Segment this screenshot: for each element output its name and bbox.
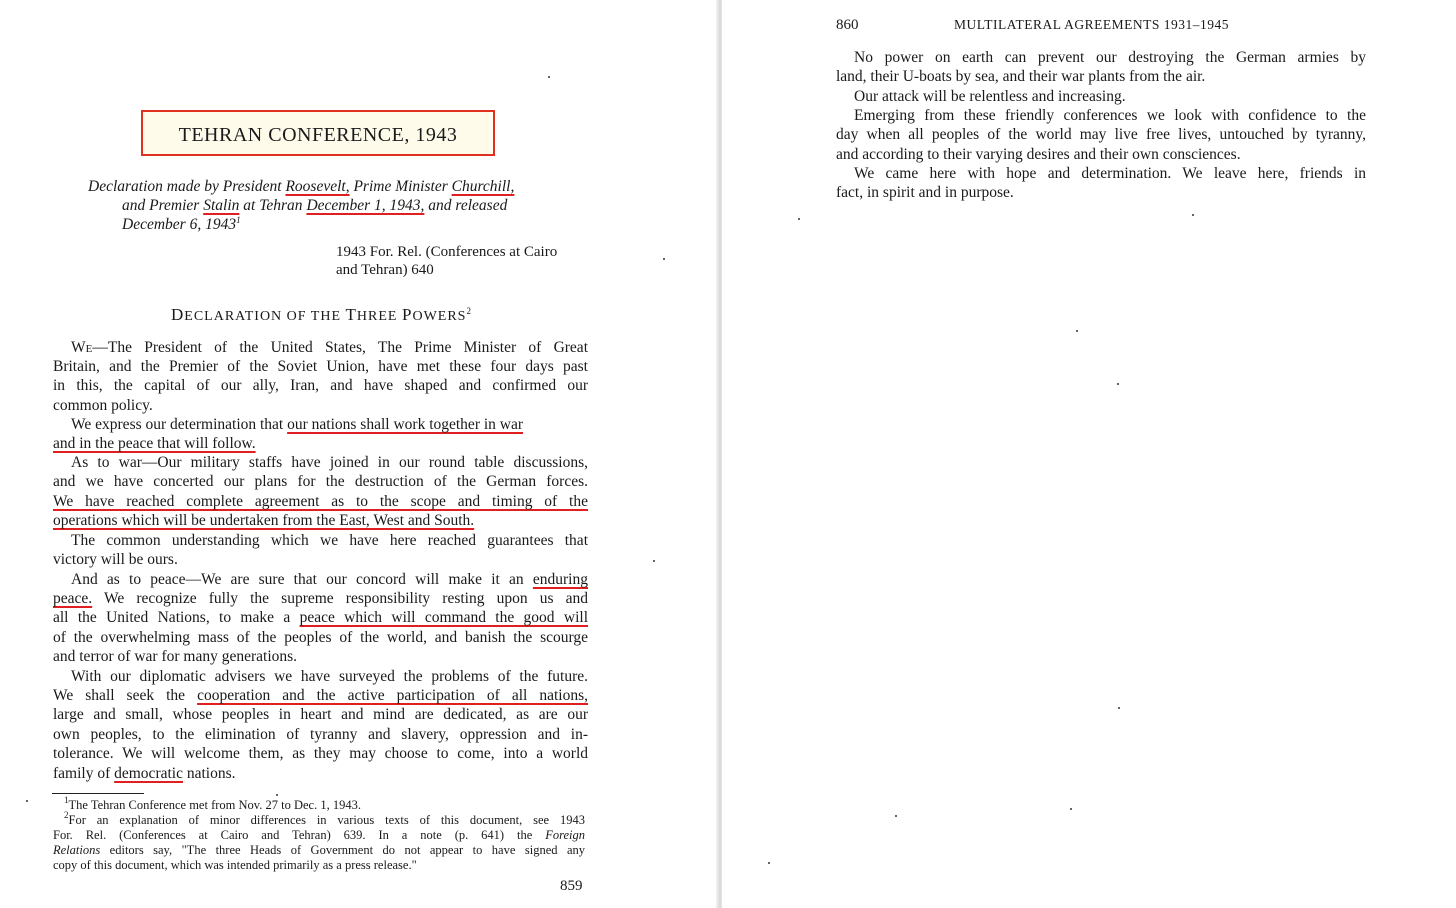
scan-speck [1117, 383, 1119, 385]
para3-line-2: and we have concerted our plans for the destruction of the German forces. [53, 473, 588, 490]
highlighted-word: enduring [532, 571, 588, 588]
release-date: December 6, 1943 [122, 216, 237, 233]
declaration-text: and Premier [122, 197, 204, 214]
footnote-ref-1: 1 [236, 215, 241, 225]
right-line-6: and according to their varying desires and their own consciences. [836, 146, 1241, 163]
footnote-2-line-2 [53, 828, 585, 843]
footnote-text: For. Rel. (Conferences at Cairo and Tehran) 639. In a note (p. 641) the [53, 828, 546, 842]
heading-text: OWERS [412, 309, 467, 324]
running-head: MULTILATERAL AGREEMENTS 1931–1945 [954, 17, 1229, 32]
scan-speck [1118, 707, 1120, 709]
body-text: nations. [182, 765, 236, 782]
heading-initial: P [401, 305, 413, 324]
page-number-859: 859 [560, 878, 583, 894]
footnote-2-line-1 [64, 810, 585, 828]
para5-line-3 [53, 608, 588, 627]
footnote-2-line-4: copy of this document, which was intended primarily as a press release." [53, 858, 417, 872]
para2-line-2 [53, 434, 256, 453]
para5-line-5: and terror of war for many generations. [53, 648, 298, 665]
citation-line-1: 1943 For. Rel. (Conferences at Cairo [336, 244, 558, 260]
para6-line-3: large and small, whose peoples in heart and mind are dedicated, as are our [53, 706, 588, 723]
highlighted-phrase: cooperation and the active participation of all nations, [197, 687, 588, 704]
para3-line-3-highlight: We have reached complete agreement as to the scope and timing of the [53, 493, 588, 510]
body-text: We recognize fully the supreme responsibility resting upon us and [92, 590, 588, 607]
footnote-text: editors say, "The three Heads of Government do not appear to have signed any [100, 843, 585, 857]
declaration-line-3 [122, 215, 241, 234]
para6-line-2 [53, 686, 588, 705]
declaration-text: and released [424, 197, 508, 214]
footnote-number: 2 [64, 810, 69, 820]
footnote-1 [64, 795, 361, 813]
footnote-text: For an explanation of minor differences in various texts of this document, see 1943 [68, 813, 585, 827]
declaration-line-2 [122, 196, 507, 215]
body-text: We shall seek the [53, 687, 198, 704]
body-text: —The President of the United States, The Prime Minister of Great [92, 339, 588, 356]
highlighted-word: peace. [53, 590, 93, 607]
declaration-text: Prime Minister [349, 178, 452, 195]
right-page [722, 0, 1456, 908]
right-line-1: No power on earth can prevent our destroying the German armies by [854, 49, 1366, 66]
scan-speck [26, 800, 28, 802]
scan-speck [276, 794, 278, 796]
scan-speck [895, 815, 897, 817]
roosevelt-name: Roosevelt, [285, 178, 350, 195]
heading-initial: T [345, 305, 357, 324]
para1-line-3: in this, the capital of our ally, Iran, and have shaped and confirmed our [53, 377, 588, 394]
heading-text: ECLARATION OF THE [184, 309, 346, 324]
footnote-2-line-3 [53, 843, 585, 858]
scan-speck [663, 258, 665, 260]
para6-line-6 [53, 764, 236, 783]
declaration-line-1 [88, 177, 514, 196]
scan-speck [653, 560, 655, 562]
para5-line-4: of the overwhelming mass of the peoples of the world, and banish the scourge [53, 629, 588, 646]
we-small-caps: We [71, 339, 93, 356]
highlighted-phrase: peace which will command the good will [299, 609, 588, 626]
right-line-5: day when all peoples of the world may live free lives, untouched by tyranny, [836, 126, 1366, 143]
highlighted-word: democratic [114, 765, 183, 782]
right-line-7: We came here with hope and determination. We leave here, friends in [854, 165, 1366, 182]
scan-speck [1192, 214, 1194, 216]
para3-line-4-highlight: operations which will be undertaken from the East, West and South. [53, 512, 475, 529]
section-heading [171, 305, 472, 326]
para6-line-1: With our diplomatic advisers we have surveyed the problems of the future. [71, 668, 588, 685]
para1-line-2: Britain, and the Premier of the Soviet Union, have met these four days past [53, 358, 588, 375]
declaration-date: December 1, 1943, [306, 197, 425, 214]
footnote-text: The Tehran Conference met from Nov. 27 to Dec. 1, 1943. [68, 798, 361, 812]
stalin-name: Stalin [203, 197, 240, 214]
para3-line-1: As to war—Our military staffs have joined in our round table discussions, [71, 454, 588, 471]
para1-line-4: common policy. [53, 397, 153, 414]
body-text: family of [53, 765, 115, 782]
scan-speck [548, 76, 550, 78]
title-box [141, 110, 495, 156]
para1-line-1 [71, 338, 588, 357]
heading-initial: D [171, 305, 185, 324]
body-text: We express our determination that [71, 416, 288, 433]
scan-speck [798, 218, 800, 220]
citation-line-2: and Tehran) 640 [336, 262, 434, 278]
body-text: And as to peace—We are sure that our concord will make it an [71, 571, 533, 588]
right-line-2: land, their U-boats by sea, and their war plants from the air. [836, 68, 1206, 85]
para4-line-1: The common understanding which we have here reached guarantees that [71, 532, 588, 549]
para5-line-1 [71, 570, 588, 589]
footnote-ref-2: 2 [466, 306, 472, 316]
para6-line-4: own peoples, to the elimination of tyranny and slavery, oppression and in- [53, 726, 588, 743]
right-line-4: Emerging from these friendly conferences we look with confidence to the [854, 107, 1366, 124]
right-line-8: fact, in spirit and in purpose. [836, 184, 1014, 201]
highlighted-phrase: and in the peace that will follow. [53, 435, 256, 452]
para6-line-5: tolerance. We will welcome them, as they may choose to come, into a world [53, 745, 588, 762]
footnote-number: 1 [64, 795, 69, 805]
scan-speck [1070, 808, 1072, 810]
declaration-text: at Tehran [239, 197, 307, 214]
heading-text: HREE [356, 309, 402, 324]
churchill-name: Churchill, [451, 178, 515, 195]
scan-speck [1076, 330, 1078, 332]
para4-line-2: victory will be ours. [53, 551, 178, 568]
page-title: TEHRAN CONFERENCE, 1943 [178, 124, 458, 146]
footnote-divider [52, 793, 144, 794]
page-number-860: 860 [836, 17, 859, 33]
para5-line-2 [53, 589, 588, 608]
scan-speck [768, 862, 770, 864]
right-line-3: Our attack will be relentless and increasing. [854, 88, 1126, 105]
para2-line-1 [71, 415, 523, 434]
footnote-italic: Relations [53, 843, 101, 857]
footnote-italic: Foreign [545, 828, 585, 842]
left-page [0, 0, 718, 908]
declaration-text: Declaration made by President [88, 178, 286, 195]
body-text: all the United Nations, to make a [53, 609, 300, 626]
highlighted-phrase: our nations shall work together in war [287, 416, 524, 433]
